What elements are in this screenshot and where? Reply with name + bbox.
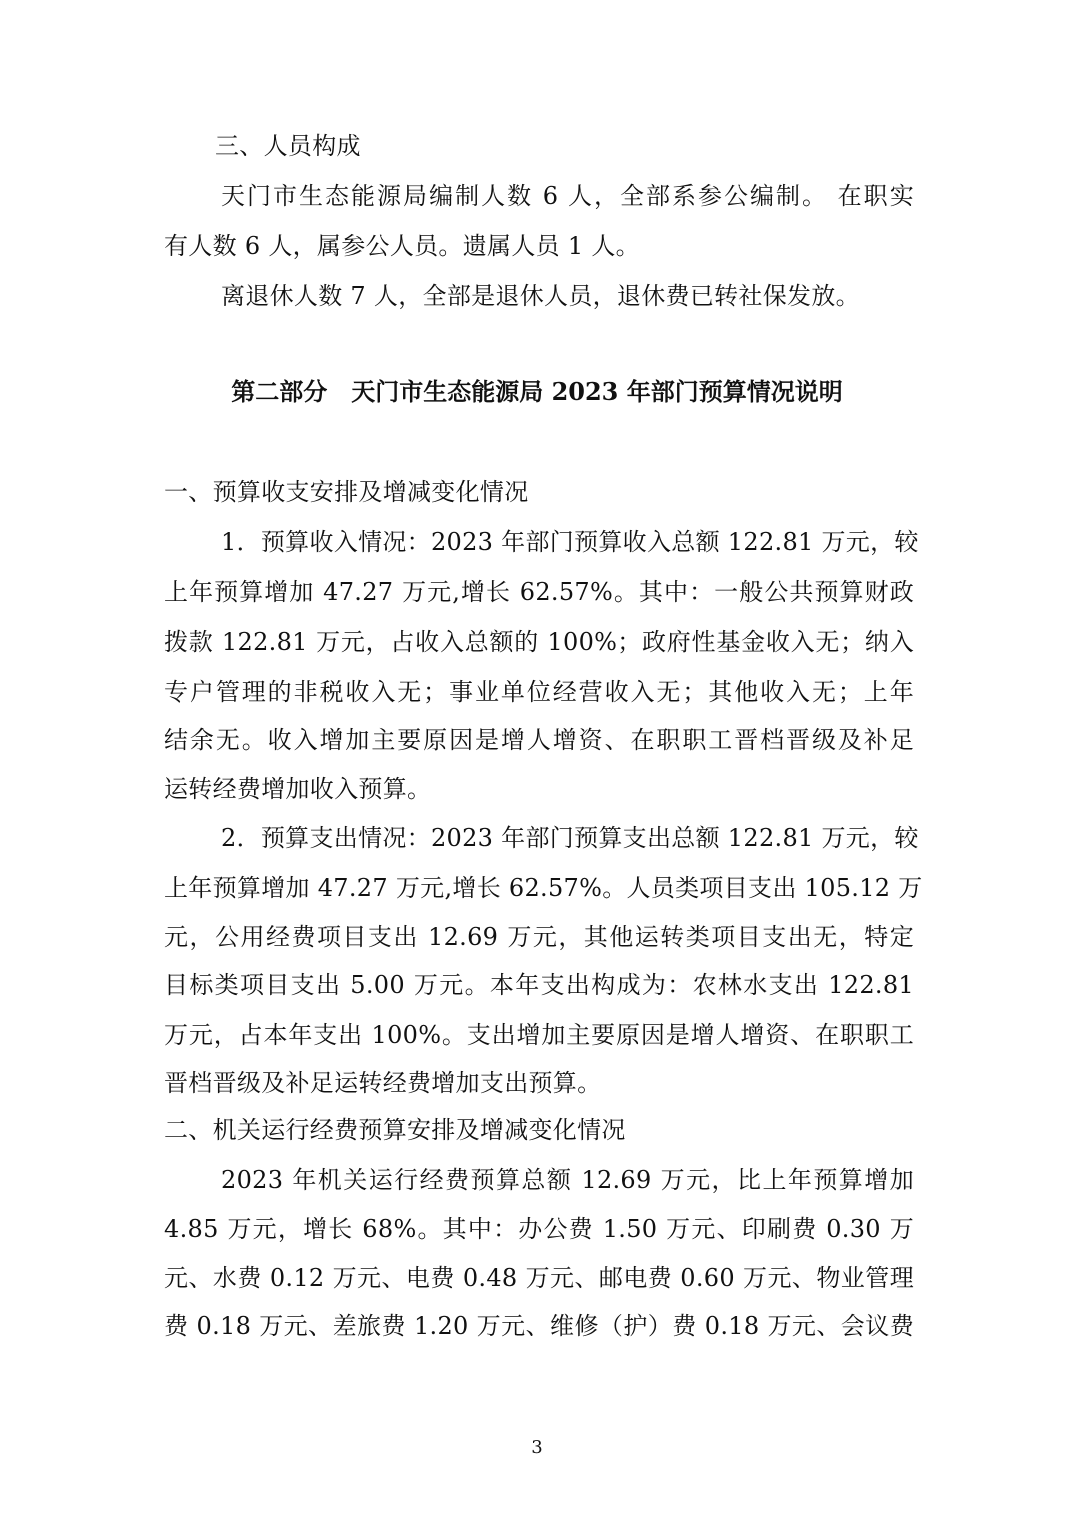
section-title-personnel: 三、人员构成 bbox=[215, 132, 361, 160]
paragraph-line: 元、水费 0.12 万元、电费 0.48 万元、邮电费 0.60 万元、物业管理 bbox=[164, 1264, 914, 1292]
paragraph-line: 专户管理的非税收入无；事业单位经营收入无；其他收入无；上年 bbox=[164, 678, 914, 706]
section-title-budget-changes: 一、预算收支安排及增减变化情况 bbox=[164, 478, 529, 506]
paragraph-line: 上年预算增加 47.27 万元,增长 62.57%。其中：一般公共预算财政 bbox=[164, 578, 914, 606]
paragraph-line: 拨款 122.81 万元，占收入总额的 100%；政府性基金收入无；纳入 bbox=[164, 628, 914, 656]
paragraph-line: 4.85 万元，增长 68%。其中：办公费 1.50 万元、印刷费 0.30 万 bbox=[164, 1215, 914, 1243]
paragraph-line: 离退休人数 7 人，全部是退休人员，退休费已转社保发放。 bbox=[221, 282, 860, 310]
paragraph-line: 晋档晋级及补足运转经费增加支出预算。 bbox=[164, 1069, 602, 1097]
paragraph-line: 有人数 6 人，属参公人员。遗属人员 1 人。 bbox=[164, 232, 640, 260]
paragraph-line: 万元，占本年支出 100%。支出增加主要原因是增人增资、在职职工 bbox=[164, 1021, 914, 1049]
paragraph-line: 元，公用经费项目支出 12.69 万元，其他运转类项目支出无，特定 bbox=[164, 923, 914, 951]
paragraph-line: 上年预算增加 47.27 万元,增长 62.57%。人员类项目支出 105.12 万 bbox=[164, 874, 923, 902]
paragraph-line: 1．预算收入情况：2023 年部门预算收入总额 122.81 万元，较 bbox=[221, 528, 919, 556]
part-heading: 第二部分 天门市生态能源局 2023 年部门预算情况说明 bbox=[231, 377, 843, 406]
paragraph-line: 费 0.18 万元、差旅费 1.20 万元、维修（护）费 0.18 万元、会议费 bbox=[164, 1312, 914, 1340]
paragraph-line: 2．预算支出情况：2023 年部门预算支出总额 122.81 万元，较 bbox=[221, 824, 919, 852]
paragraph-line: 天门市生态能源局编制人数 6 人，全部系参公编制。 在职实 bbox=[221, 182, 914, 210]
paragraph-line: 2023 年机关运行经费预算总额 12.69 万元，比上年预算增加 bbox=[221, 1166, 914, 1194]
paragraph-line: 结余无。收入增加主要原因是增人增资、在职职工晋档晋级及补足 bbox=[164, 726, 914, 754]
paragraph-line: 目标类项目支出 5.00 万元。本年支出构成为：农林水支出 122.81 bbox=[164, 971, 914, 999]
section-title-operating-costs: 二、机关运行经费预算安排及增减变化情况 bbox=[164, 1116, 626, 1144]
paragraph-line: 运转经费增加收入预算。 bbox=[164, 775, 432, 803]
page-number: 3 bbox=[531, 1437, 543, 1458]
